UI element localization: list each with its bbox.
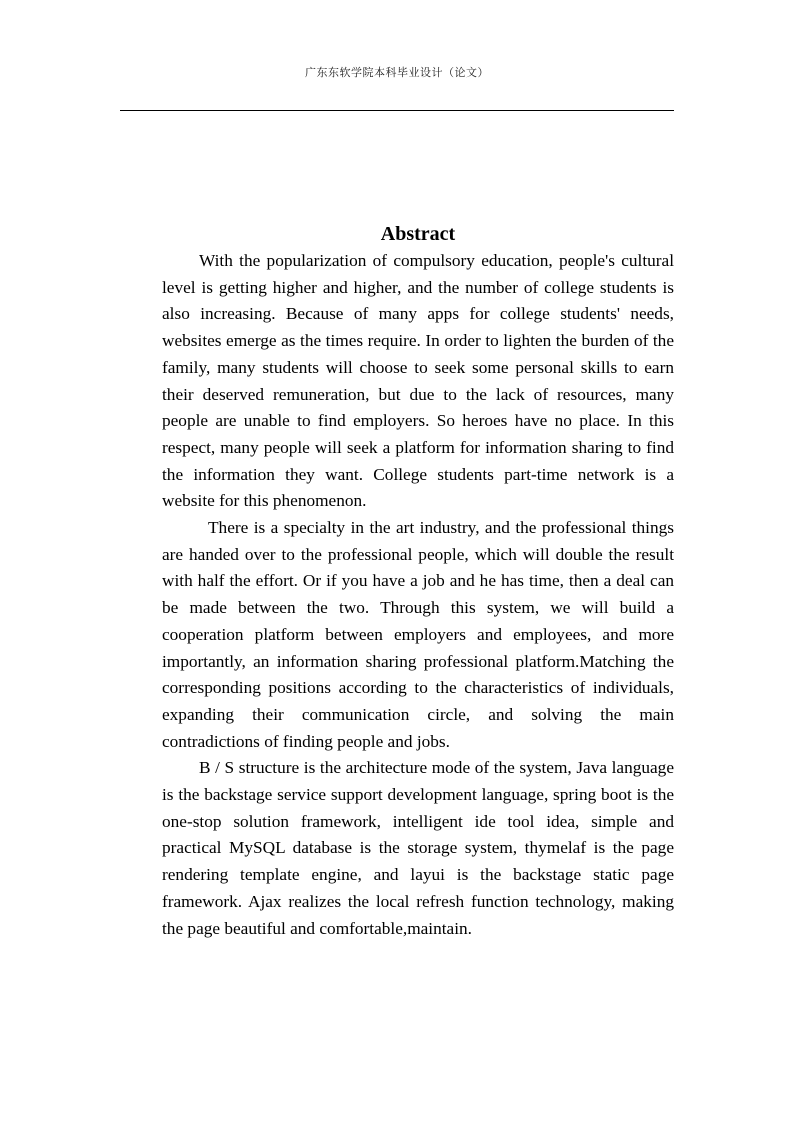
header-divider (120, 110, 674, 111)
abstract-paragraph-1: With the popularization of compulsory education, people's cultural level is getting higher and higher, and the number of college students is also increasing. Because of many apps for college students' needs, websites emerge as the times require. In order to lighten the burden of the family, many students will choose to seek some personal skills to earn their deserved remuneration, but due to the lack of resources, many people are unable to find employers. So heroes have no place. In this respect, many people will seek a platform for information sharing to find the information they want. College students part-time network is a website for this phenomenon. (162, 251, 674, 511)
abstract-paragraph-3: B / S structure is the architecture mode of the system, Java language is the backstage service support development language, spring boot is the one-stop solution framework, intelligent ide tool idea, simple and practical MySQL database is the storage system, thymelaf is the page rendering template engine, and layui is the backstage static page framework. Ajax realizes the local refresh function technology, making the page beautiful and comfortable,maintain. (162, 758, 674, 938)
running-header: 广东东软学院本科毕业设计（论文） (305, 66, 489, 79)
abstract-title: Abstract (380, 223, 456, 245)
abstract-paragraph-2: There is a specialty in the art industry, and the professional things are handed over to the professional people, which will double the result with half the effort. Or if you have a job and he has time, then a deal can be made between the two. Through this system, we will build a cooperation platform between employers and employees, and more importantly, an information sharing professional platform.Matching the corresponding positions according to the characteristics of individuals, expanding their communication circle, and solving the main contradictions of finding people and jobs. (162, 518, 674, 751)
abstract-body (162, 248, 674, 942)
